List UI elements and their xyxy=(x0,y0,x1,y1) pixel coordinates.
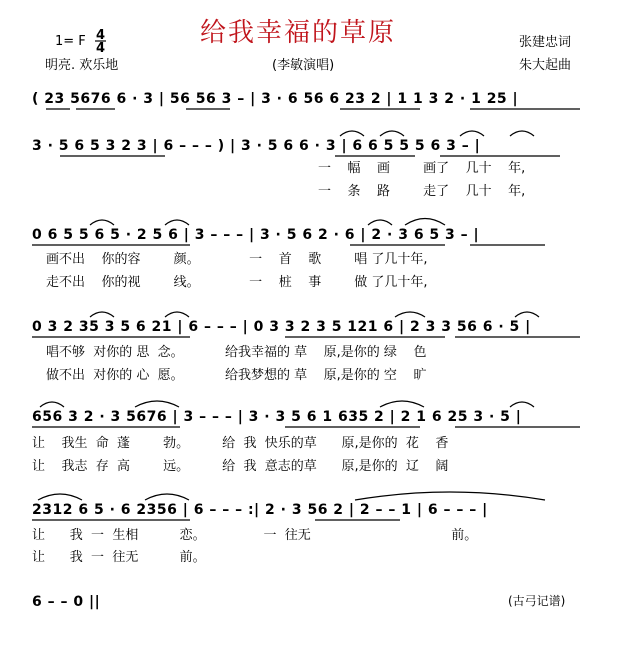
notation-line-7: 6 – – 0 || xyxy=(32,594,101,610)
song-title: 给我幸福的草原 xyxy=(200,18,397,48)
tempo-mood: 明亮. 欢乐地 xyxy=(45,58,119,73)
slur xyxy=(515,312,539,317)
slur xyxy=(165,312,189,317)
lyric-line-5-verse-2: 让 我志 存 高 远。 给 我 意志的草 原,是你的 辽 阔 xyxy=(32,459,449,474)
slur xyxy=(380,401,424,407)
lyric-line-5-verse-1: 让 我生 命 蓬 勃。 给 我 快乐的草 原,是你的 花 香 xyxy=(32,436,449,451)
lyricist-credit: 张建忠词 xyxy=(519,35,572,50)
time-signature-bottom: 4 xyxy=(96,41,106,56)
lyric-line-2-verse-2: 一 条 路 走了 几十 年, xyxy=(318,184,526,199)
notation-line-2: 3 · 5 6 5 3 2 3 | 6 – – – ) | 3 · 5 6 6 · 3 | 6 6 5 5 5 6 3 – | xyxy=(32,138,481,154)
slur xyxy=(395,312,425,317)
slur xyxy=(405,219,445,226)
lyric-line-4-verse-2: 做不出 对你的 心 愿。 给我梦想的 草 原,是你的 空 旷 xyxy=(46,368,427,383)
notation-line-6: 2312 6 5 · 6 2356 | 6 – – – :| 2 · 3 56 2 | 2 – – 1 | 6 – – – | xyxy=(32,502,488,518)
composer-credit: 朱大起曲 xyxy=(519,58,572,73)
lyric-line-2-verse-1: 一 幅 画 画了 几十 年, xyxy=(318,161,526,176)
slur xyxy=(340,131,364,136)
lyric-line-3-verse-1: 画不出 你的容 颜。 一 首 歌 唱 了几十年, xyxy=(46,252,428,267)
slur xyxy=(510,131,534,136)
key-signature: 1= F xyxy=(55,34,86,49)
slur xyxy=(460,131,484,136)
notation-line-1: ( 23 5676 6 · 3 | 56 56 3 – | 3 · 6 56 6 23 2 | 1 1 3 2 · 1 25 | xyxy=(32,91,519,107)
lyric-line-3-verse-2: 走不出 你的视 线。 一 桩 事 做 了几十年, xyxy=(46,275,428,290)
slur xyxy=(380,131,404,136)
slur xyxy=(90,220,114,225)
slur xyxy=(145,494,189,500)
slur xyxy=(38,494,82,500)
slur xyxy=(355,492,545,500)
slur xyxy=(40,402,64,407)
notation-line-4: 0 3 2 35 3 5 6 21 | 6 – – – | 0 3 3 2 3 5 121 6 | 2 3 3 56 6 · 5 | xyxy=(32,319,531,335)
transcriber-credit: (古弓记谱) xyxy=(508,594,566,608)
slur xyxy=(165,220,189,225)
slur xyxy=(510,402,534,407)
singer-credit: (李敏演唱) xyxy=(272,58,335,73)
time-signature-top: 4 xyxy=(96,28,106,43)
notation-line-3: 0 6 5 5 6 5 · 2 5 6 | 3 – – – | 3 · 5 6 2 · 6 | 2 · 3 6 5 3 – | xyxy=(32,227,480,243)
slur xyxy=(135,401,179,407)
lyric-line-6-verse-2: 让 我 一 往无 前。 xyxy=(32,550,206,565)
slur xyxy=(368,220,392,225)
notation-line-5: 656 3 2 · 3 5676 | 3 – – – | 3 · 3 5 6 1 635 2 | 2 1 6 25 3 · 5 | xyxy=(32,409,522,425)
slur xyxy=(90,312,114,317)
lyric-line-6-verse-1: 让 我 一 生相 恋。 一 往无 前。 xyxy=(32,528,478,543)
lyric-line-4-verse-1: 唱不够 对你的 思 念。 给我幸福的 草 原,是你的 绿 色 xyxy=(46,345,427,360)
